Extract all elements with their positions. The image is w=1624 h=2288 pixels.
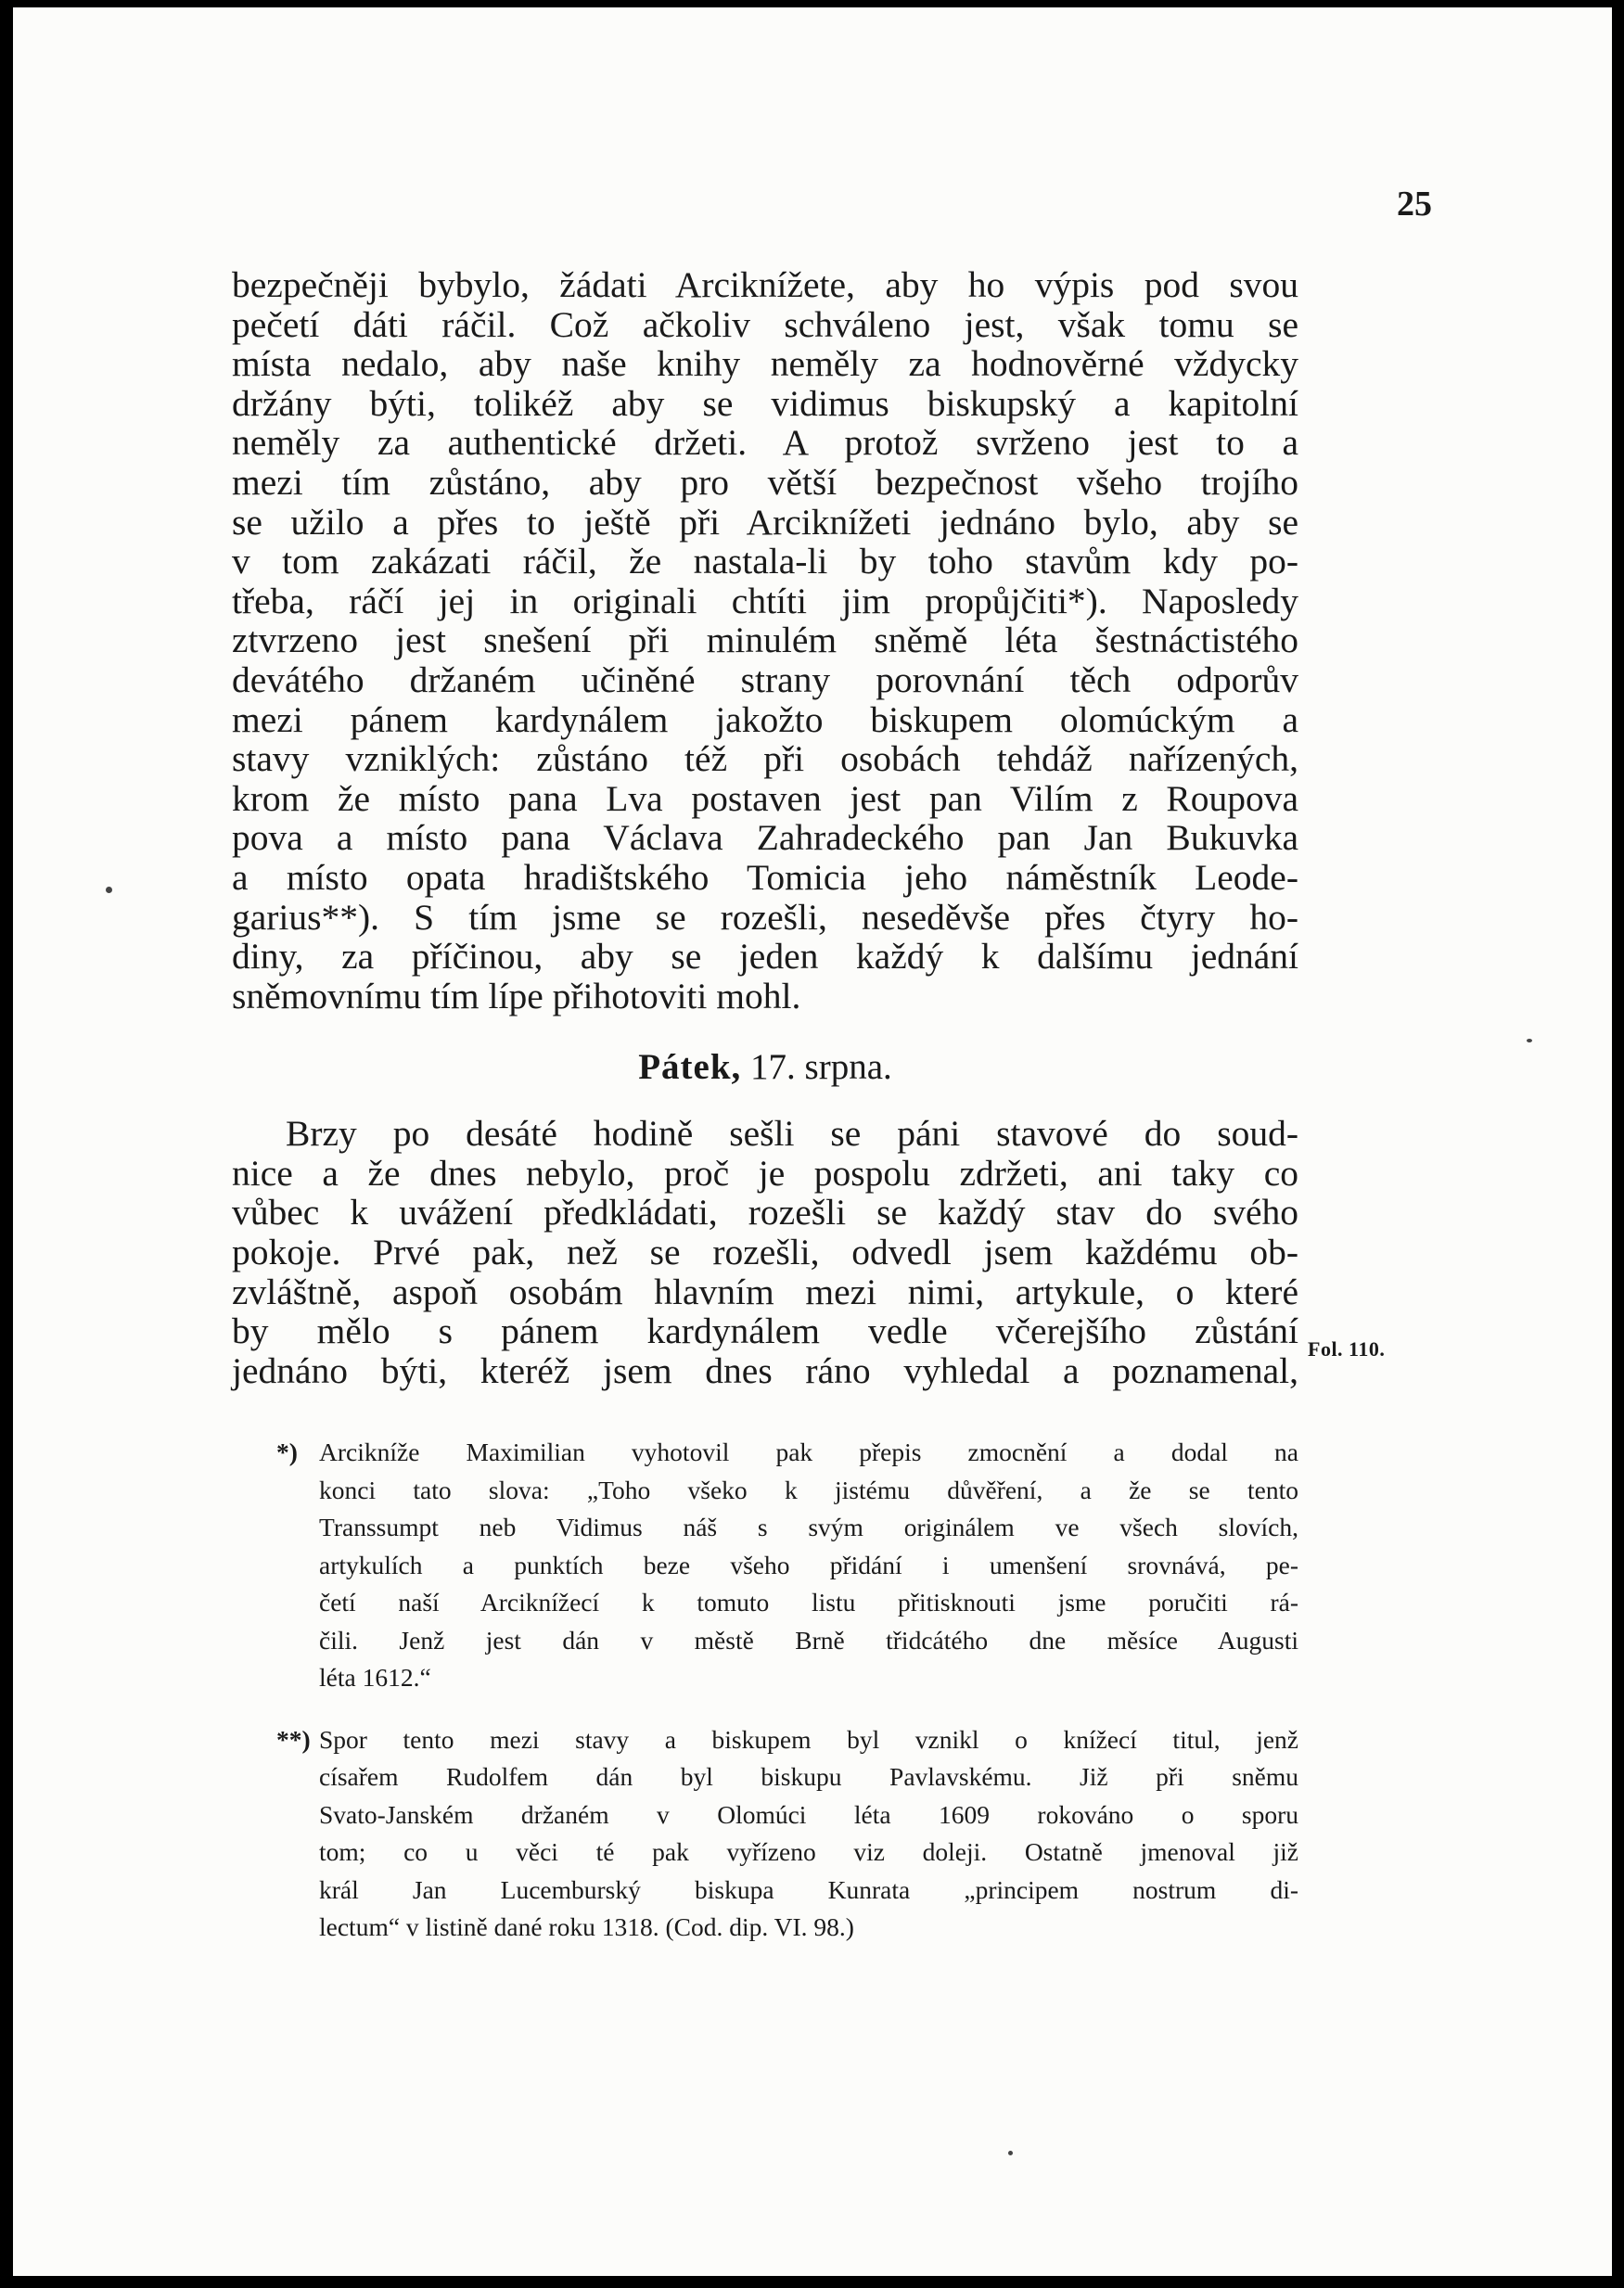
footnotes (276, 1434, 1298, 1971)
text-line: v tom zakázati ráčil, že nastala-li by toho stavům kdy po- (232, 541, 1298, 582)
footnote-line: Transsumpt neb Vidimus náš s svým originálem ve všech slovích, (319, 1513, 1298, 1541)
footnote-marker: *) (276, 1438, 298, 1466)
text-line: stavy vzniklých: zůstáno též při osobách tehdáž nařízených, (232, 738, 1298, 780)
text-line: nice a že dnes nebylo, proč je pospolu zdržeti, ani taky co (232, 1152, 1298, 1194)
text-line: neměly za authentické držeti. A protož svrženo jest to a (232, 422, 1298, 464)
text-line: se užilo a přes to ještě při Arciknížeti jednáno bylo, aby se (232, 501, 1298, 543)
text-line: sněmovnímu tím lípe přihotoviti mohl. (232, 975, 801, 1016)
footnote-2 (276, 1721, 1298, 1947)
text-line: garius**). S tím jsme se rozešli, neseděvše přes čtyry ho- (232, 896, 1298, 938)
paragraph-1 (232, 265, 1298, 1016)
text-line: pova a místo pana Václava Zahradeckého pan Jan Bukuvka (232, 817, 1298, 859)
footnote-1 (276, 1434, 1298, 1697)
footnote-marker: **) (276, 1724, 311, 1754)
text-line: držány býti, tolikéž aby se vidimus biskupský a kapitolní (232, 382, 1298, 424)
text-line: a místo opata hradištského Tomicia jeho náměstník Leode- (232, 856, 1298, 898)
text-line: by mělo s pánem kardynálem vedle včerejšího zůstání (232, 1310, 1298, 1352)
text-line: diny, za příčinou, aby se jeden každý k dalšímu jednání (232, 936, 1298, 978)
print-speck (106, 887, 112, 893)
text-line: Brzy po desáté hodině sešli se páni stavové do soud- (286, 1113, 1298, 1155)
footnote-line: Arcikníže Maximilian vyhotovil pak přepis zmocnění a dodal na (319, 1438, 1298, 1466)
text-line: pokoje. Prvé pak, než se rozešli, odvedl jsem každému ob- (232, 1232, 1298, 1273)
heading-date: 17. srpna. (750, 1047, 892, 1088)
heading-day: Pátek, (638, 1047, 742, 1088)
text-line: zvláštně, aspoň osobám hlavním mezi nimi, artykule, o které (232, 1271, 1298, 1312)
book-page (13, 7, 1612, 2276)
text-line: bezpečněji bybylo, žádati Arciknížete, aby ho výpis pod svou (232, 264, 1298, 305)
text-line: vůbec k uvážení předkládati, rozešli se každý stav do svého (232, 1192, 1298, 1233)
text-line: místa nedalo, aby naše knihy neměly za hodnověrné vždycky (232, 343, 1298, 385)
footnote-line: Spor tento mezi stavy a biskupem byl vznikl o knížecí titul, jenž (319, 1724, 1298, 1754)
text-line: třeba, ráčí jej in originali chtíti jim propůjčiti*). Naposledy (232, 580, 1298, 621)
footnote-line: král Jan Lucemburský biskupa Kunrata „principem nostrum di- (319, 1874, 1298, 1904)
footnote-line: konci tato slova: „Toho všeko k jistému důvěření, a že se tento (319, 1475, 1298, 1504)
footnote-line: artykulích a punktích beze všeho přidání i umenšení srovnává, pe- (319, 1550, 1298, 1579)
text-line: devátého držaném učiněné strany porovnání těch odporův (232, 658, 1298, 700)
main-text (232, 265, 1298, 1390)
footnote-line: léta 1612.“ (319, 1663, 431, 1692)
page-number: 25 (1397, 185, 1432, 224)
footnote-line: lectum“ v listině dané roku 1318. (Cod. dip. VI. 98.) (319, 1912, 854, 1941)
footnote-line: čili. Jenž jest dán v městě Brně třidcátého dne měsíce Augusti (319, 1625, 1298, 1655)
section-heading (232, 1047, 1298, 1088)
margin-folio-note: Fol. 110. (1308, 1337, 1386, 1361)
print-speck (1527, 1039, 1532, 1042)
text-line: krom že místo pana Lva postaven jest pan Vilím z Roupova (232, 777, 1298, 819)
footnote-line: četí naší Arciknížecí k tomuto listu přitisknouti jsme poručiti rá- (319, 1588, 1298, 1617)
footnote-line: císařem Rudolfem dán byl biskupu Pavlavskému. Již při sněmu (319, 1762, 1298, 1791)
footnote-line: tom; co u věci té pak vyřízeno viz doleji. Ostatně jmenoval již (319, 1837, 1298, 1866)
footnote-line: Svato-Janském držaném v Olomúci léta 1609 rokováno o sporu (319, 1799, 1298, 1829)
text-line: jednáno býti, kteréž jsem dnes ráno vyhledal a poznamenal, (232, 1349, 1298, 1391)
text-line: mezi tím zůstáno, aby pro větší bezpečnost všeho trojího (232, 461, 1298, 503)
print-speck (1008, 2151, 1013, 2155)
text-line: ztvrzeno jest snešení při minulém sněmě léta šestnáctistého (232, 620, 1298, 661)
paragraph-2 (232, 1114, 1298, 1390)
text-line: pečetí dáti ráčil. Což ačkoliv schváleno jest, však tomu se (232, 303, 1298, 345)
text-line: mezi pánem kardynálem jakožto biskupem olomúckým a (232, 698, 1298, 740)
